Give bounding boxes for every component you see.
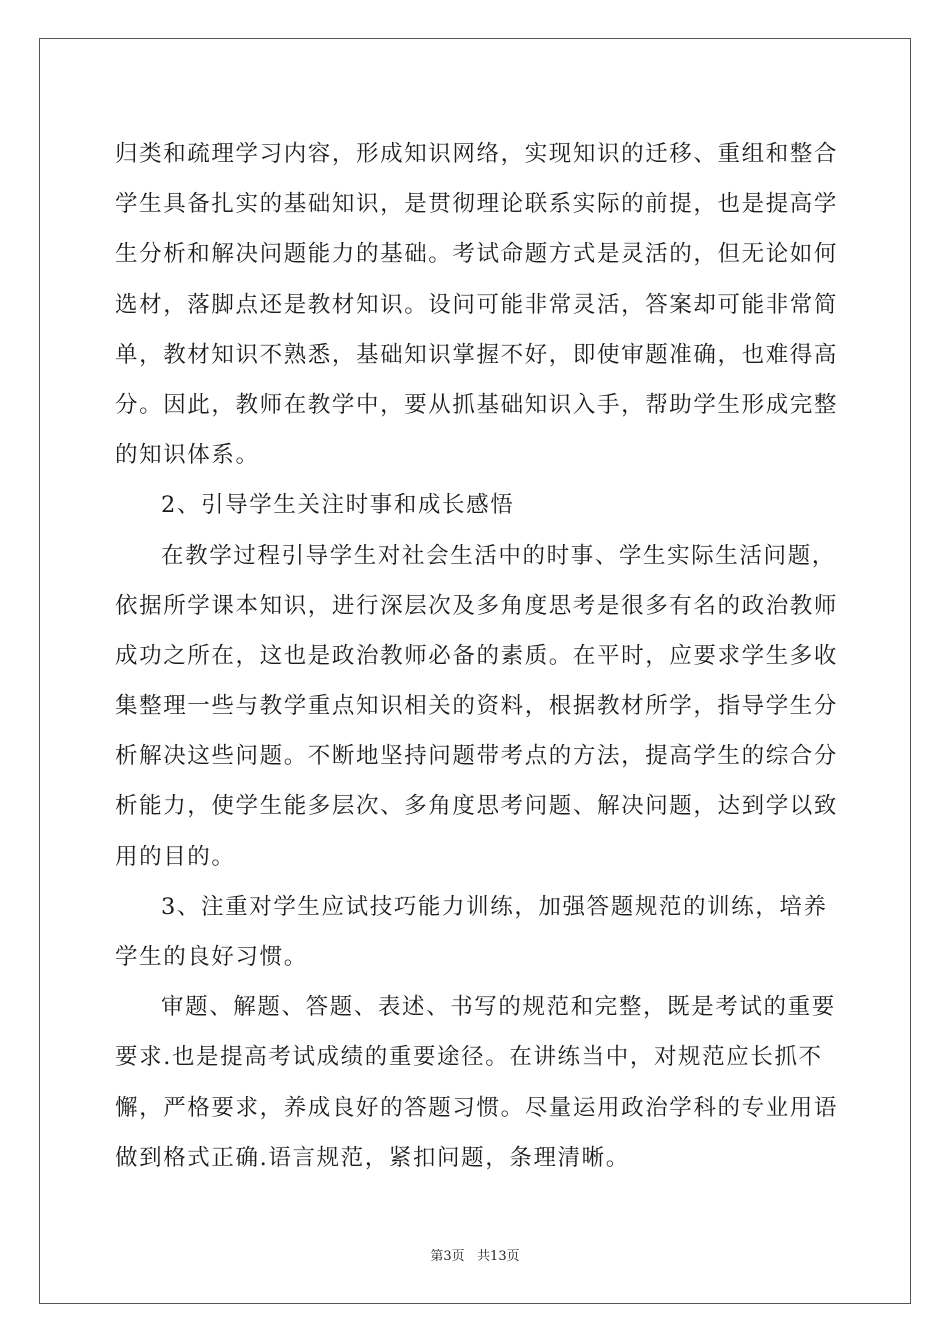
text-line: 用的目的。 [115,843,236,870]
text-line: 分。因此，教师在教学中，要从抓基础知识入手，帮助学生形成完整 [115,391,839,418]
text-line: 2、引导学生关注时事和成长感悟 [161,492,515,519]
text-line: 做到格式正确.语言规范，紧扣问题，条理清晰。 [115,1144,630,1171]
text-line: 单，教材知识不熟悉，基础知识掌握不好，即使审题准确，也难得高 [115,341,839,368]
text-line: 懈，严格要求，养成良好的答题习惯。尽量运用政治学科的专业用语 [115,1094,839,1121]
text-line: 生分析和解决问题能力的基础。考试命题方式是灵活的，但无论如何 [115,241,839,268]
text-line: 学生的良好习惯。 [115,944,308,970]
text-line: 3、注重对学生应试技巧能力训练，加强答题规范的训练，培养 [161,893,828,920]
text-line: 成功之所在，这也是政治教师必备的素质。在平时，应要求学生多收 [115,642,839,669]
text-line: 审题、解题、答题、表述、书写的规范和完整，既是考试的重要 [161,994,836,1021]
page-footer: 第3页 共13页 [430,1249,520,1264]
text-line: 要求.也是提高考试成绩的重要途径。在讲练当中，对规范应长抓不 [115,1044,823,1071]
text-line: 学生具备扎实的基础知识，是贯彻理论联系实际的前提，也是提高学 [115,191,839,218]
text-line: 析能力，使学生能多层次、多角度思考问题、解决问题，达到学以致 [115,793,839,820]
text-line: 选材，落脚点还是教材知识。设问可能非常灵活，答案却可能非常简 [115,291,839,318]
text-line: 的知识体系。 [115,442,260,469]
text-line: 依据所学课本知识，进行深层次及多角度思考是很多有名的政治教师 [115,592,839,619]
text-line: 析解决这些问题。不断地坚持问题带考点的方法，提高学生的综合分 [115,743,839,770]
document-body [115,129,839,1183]
text-line: 在教学过程引导学生对社会生活中的时事、学生实际生活问题， [161,542,836,569]
text-line: 归类和疏理学习内容，形成知识网络，实现知识的迁移、重组和整合 [115,141,839,167]
text-line: 集整理一些与教学重点知识相关的资料，根据教材所学，指导学生分 [115,693,839,720]
